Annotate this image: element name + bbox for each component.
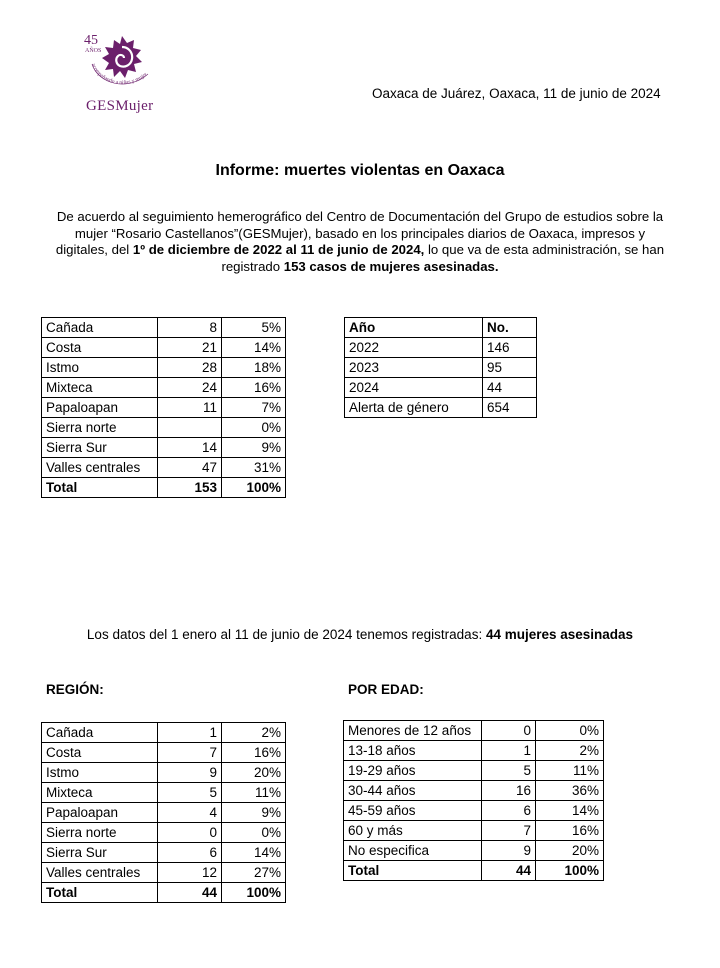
cell-label: Alerta de género (345, 398, 483, 418)
region-totals-table (41, 317, 286, 498)
cell-count: 8 (158, 318, 222, 338)
table-row (42, 458, 286, 478)
cell-age: 19-29 años (344, 761, 482, 781)
cell-count (158, 418, 222, 438)
summary-2024 (0, 627, 720, 642)
total-pct: 100% (222, 883, 286, 903)
cell-pct: 20% (536, 841, 604, 861)
cell-value: 654 (483, 398, 537, 418)
year-table (344, 317, 537, 418)
cell-count: 24 (158, 378, 222, 398)
cell-age: 60 y más (344, 821, 482, 841)
cell-region: Valles centrales (42, 458, 158, 478)
total-count: 44 (482, 861, 536, 881)
table-row (42, 803, 286, 823)
cell-region: Istmo (42, 358, 158, 378)
age-heading: POR EDAD: (348, 682, 424, 697)
cell-count: 7 (482, 821, 536, 841)
cell-value: 146 (483, 338, 537, 358)
cell-count: 9 (482, 841, 536, 861)
table-row (345, 398, 537, 418)
cell-region: Mixteca (42, 783, 158, 803)
cell-region: Papaloapan (42, 398, 158, 418)
cell-region: Sierra norte (42, 823, 158, 843)
table-row (42, 823, 286, 843)
cell-pct: 2% (536, 741, 604, 761)
cell-label: 2023 (345, 358, 483, 378)
table-row (42, 378, 286, 398)
cell-pct: 16% (222, 743, 286, 763)
table-row (345, 358, 537, 378)
cell-pct: 18% (222, 358, 286, 378)
cell-label: 2022 (345, 338, 483, 358)
logo-anniversary-number: 45 (84, 33, 98, 48)
cell-label: 2024 (345, 378, 483, 398)
intro-date-range: 1º de diciembre de 2022 al 11 de junio de 2024, (132, 242, 425, 257)
table-row (345, 338, 537, 358)
cell-pct: 7% (222, 398, 286, 418)
region-2024-table (41, 722, 286, 903)
total-pct: 100% (222, 478, 286, 498)
table-row (345, 378, 537, 398)
cell-pct: 2% (222, 723, 286, 743)
table-row (42, 783, 286, 803)
cell-count: 6 (482, 801, 536, 821)
cell-count: 1 (158, 723, 222, 743)
cell-count: 21 (158, 338, 222, 358)
cell-pct: 14% (222, 843, 286, 863)
table-row (42, 338, 286, 358)
cell-count: 6 (158, 843, 222, 863)
cell-region: Cañada (42, 318, 158, 338)
cell-count: 1 (482, 741, 536, 761)
logo-tagline: acompañando a niñas y mujer (90, 62, 149, 87)
total-row (344, 861, 604, 881)
cell-count: 47 (158, 458, 222, 478)
cell-pct: 0% (222, 418, 286, 438)
cell-count: 16 (482, 781, 536, 801)
cell-age: 45-59 años (344, 801, 482, 821)
cell-region: Cañada (42, 723, 158, 743)
header-count: No. (483, 318, 537, 338)
cell-count: 0 (158, 823, 222, 843)
cell-region: Mixteca (42, 378, 158, 398)
cell-pct: 14% (222, 338, 286, 358)
cell-count: 4 (158, 803, 222, 823)
cell-count: 0 (482, 721, 536, 741)
logo-anniversary-word: AÑOS (85, 48, 102, 54)
cell-pct: 20% (222, 763, 286, 783)
dateline: Oaxaca de Juárez, Oaxaca, 11 de junio de 2024 (372, 86, 661, 101)
cell-region: Sierra norte (42, 418, 158, 438)
cell-count: 5 (158, 783, 222, 803)
cell-pct: 31% (222, 458, 286, 478)
total-row (42, 478, 286, 498)
cell-pct: 14% (536, 801, 604, 821)
table-row (344, 781, 604, 801)
cell-region: Papaloapan (42, 803, 158, 823)
table-row (42, 723, 286, 743)
cell-count: 9 (158, 763, 222, 783)
summary-2024-text: Los datos del 1 enero al 11 de junio de 2024 tenemos registradas: (86, 627, 486, 642)
table-row (42, 318, 286, 338)
summary-2024-count: 44 mujeres asesinadas (485, 627, 634, 642)
cell-region: Valles centrales (42, 863, 158, 883)
cell-region: Costa (42, 338, 158, 358)
age-2024-table (343, 720, 604, 881)
cell-value: 95 (483, 358, 537, 378)
total-label: Total (42, 478, 158, 498)
table-row (42, 843, 286, 863)
cell-age: 30-44 años (344, 781, 482, 801)
table-row (344, 721, 604, 741)
cell-age: 13-18 años (344, 741, 482, 761)
table-row (42, 358, 286, 378)
cell-pct: 27% (222, 863, 286, 883)
intro-case-count: 153 casos de mujeres asesinadas. (283, 258, 499, 274)
cell-pct: 36% (536, 781, 604, 801)
intro-paragraph (50, 209, 670, 275)
logo-name: GESMujer (86, 98, 154, 114)
table-row (344, 821, 604, 841)
header-year: Año (345, 318, 483, 338)
cell-region: Sierra Sur (42, 438, 158, 458)
table-row (344, 841, 604, 861)
table-row (42, 398, 286, 418)
table-row (42, 418, 286, 438)
cell-pct: 16% (536, 821, 604, 841)
cell-age: No especifica (344, 841, 482, 861)
table-row (42, 743, 286, 763)
cell-region: Istmo (42, 763, 158, 783)
cell-count: 28 (158, 358, 222, 378)
total-label: Total (42, 883, 158, 903)
cell-pct: 5% (222, 318, 286, 338)
total-count: 44 (158, 883, 222, 903)
total-pct: 100% (536, 861, 604, 881)
cell-count: 12 (158, 863, 222, 883)
region-heading: REGIÓN: (46, 682, 104, 697)
cell-count: 11 (158, 398, 222, 418)
cell-pct: 0% (536, 721, 604, 741)
cell-pct: 0% (222, 823, 286, 843)
table-row (42, 763, 286, 783)
cell-count: 5 (482, 761, 536, 781)
cell-count: 7 (158, 743, 222, 763)
table-row (344, 761, 604, 781)
cell-pct: 9% (222, 803, 286, 823)
intro-text-1: De acuerdo al seguimiento hemerográfico del Centro de Documentación del Grupo de estudios sobre la mujer “Rosario Castellanos”(GESMujer), basado en los principales diarios de Oaxaca, impresos y digitales, del (55, 209, 664, 257)
cell-region: Costa (42, 743, 158, 763)
cell-age: Menores de 12 años (344, 721, 482, 741)
table-row (42, 863, 286, 883)
gesmujer-logo (78, 24, 164, 116)
report-title: Informe: muertes violentas en Oaxaca (215, 162, 505, 179)
cell-pct: 11% (536, 761, 604, 781)
cell-pct: 11% (222, 783, 286, 803)
spiral-emblem-icon (78, 24, 164, 98)
table-row (42, 438, 286, 458)
intro-text-2: lo que va de esta administración, se han registrado (221, 242, 665, 274)
table-row (344, 741, 604, 761)
total-row (42, 883, 286, 903)
table-row (344, 801, 604, 821)
cell-value: 44 (483, 378, 537, 398)
total-label: Total (344, 861, 482, 881)
cell-pct: 16% (222, 378, 286, 398)
total-count: 153 (158, 478, 222, 498)
cell-count: 14 (158, 438, 222, 458)
year-table-header (345, 318, 537, 338)
cell-pct: 9% (222, 438, 286, 458)
cell-region: Sierra Sur (42, 843, 158, 863)
